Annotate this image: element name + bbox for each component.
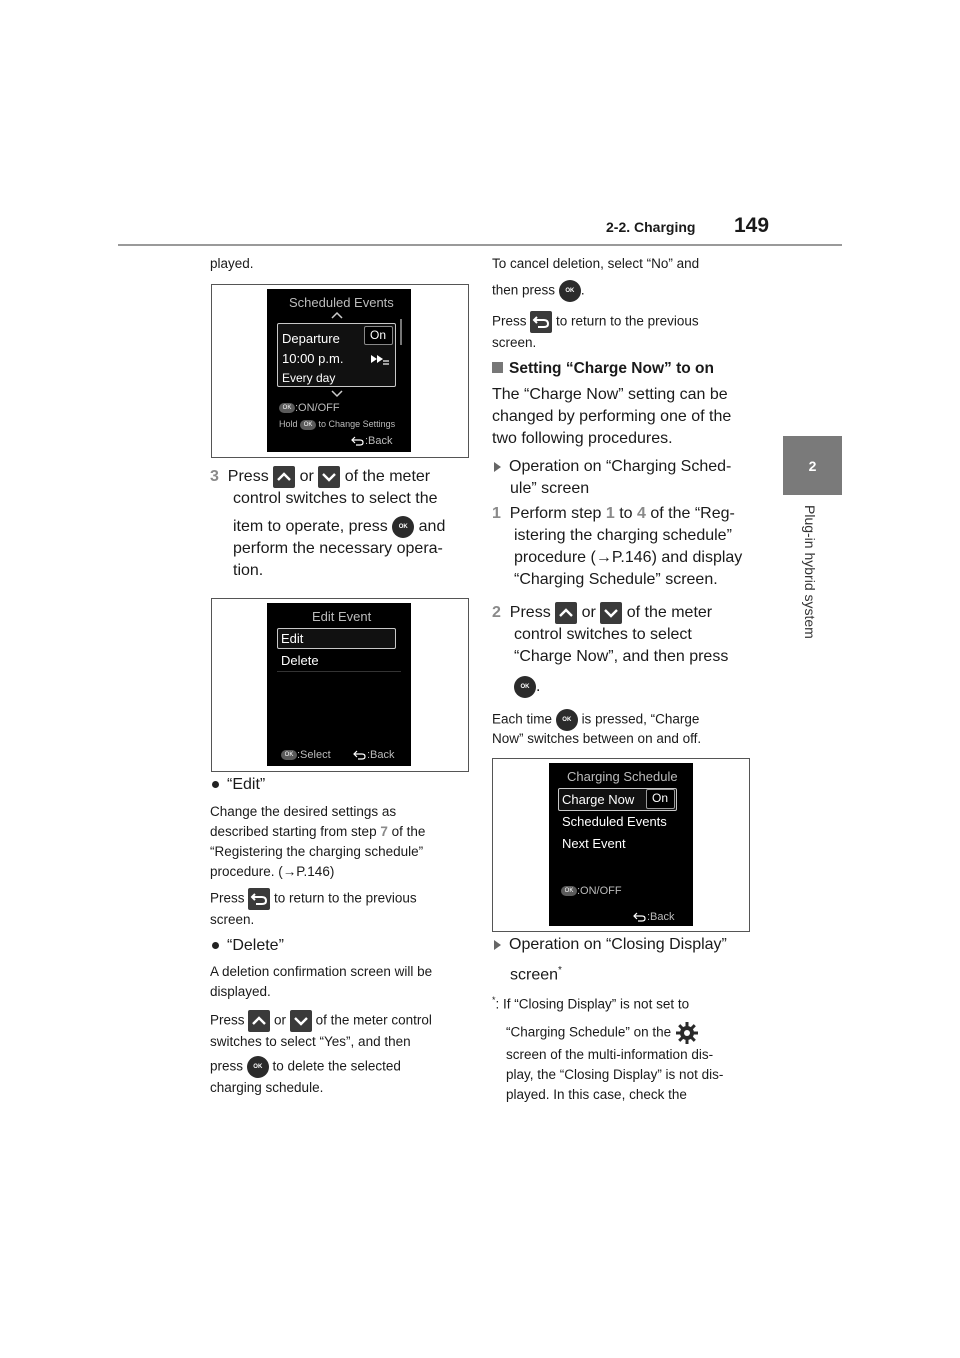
step-2 [492,602,754,698]
text-line: “Registering the charging schedule” [210,844,424,859]
step-number: 2 [492,604,501,622]
step-text: to [619,505,633,522]
step-text: item to operate, press [233,518,388,536]
operation-2 [494,934,754,986]
cancel-note [492,254,752,302]
step-text: of the meter [344,468,431,486]
step-text: Press [509,604,551,622]
intro-text: played. [210,256,254,271]
up-button-icon [248,1010,270,1032]
text-line: of the meter control [315,1012,432,1028]
screen-edit-event [267,603,411,766]
step-text: istering the charging schedule” [514,527,732,544]
intro-paragraph [492,384,752,450]
text-line: displayed. [210,984,271,999]
toggle-note [492,709,754,747]
hint-select: :Select [297,749,331,761]
row-charge-now-label: Charge Now [562,792,635,807]
section-heading [492,360,714,378]
step-text: of the “Reg- [650,505,735,522]
ok-button-icon: OK [247,1056,269,1078]
text-line: Press [210,1012,245,1028]
text-line: changed by performing one of the [492,408,732,425]
step-text: “Charge Now”, and then press [514,648,729,666]
bullet-edit [212,774,265,796]
charge-now-state: On [652,791,669,805]
event-repeat: Every day [282,371,336,385]
step-text: Press [227,468,269,486]
step-number: 1 [492,505,501,522]
text-line: charging schedule. [210,1080,324,1095]
text-line: : If “Closing Display” is not set to [495,996,690,1012]
page-reference: procedure (→P.146) and display [514,549,743,566]
arrow-bullet [494,462,501,472]
ok-icon: OK [561,886,577,896]
text-line: to return to the previous [274,890,417,906]
text-line: is pressed, “Charge [581,711,700,727]
down-button-icon [290,1010,312,1032]
step-text: perform the necessary opera- [233,540,443,558]
event-time: 10:00 p.m. [282,351,344,366]
section-title: 2-2. Charging [606,219,696,235]
ok-button-icon: OK [392,516,414,538]
heading-text: Setting “Charge Now” to on [509,360,714,377]
step-text: of the meter [626,604,713,622]
screen-scheduled-events [267,289,411,452]
text-line: Change the desired settings as [210,804,397,819]
step-text: “Charging Schedule” screen. [514,571,718,588]
bullet-label: “Edit” [227,776,266,793]
scroll-down-icon [330,390,344,398]
back-icon [633,912,647,922]
footnote-marker: * [492,995,496,1005]
text-line: screen. [210,912,255,927]
hint-onoff: :ON/OFF [577,885,622,897]
hint-hold: Hold [279,419,298,429]
bullet-label: “Delete” [227,937,284,954]
text-line: Press [210,890,245,906]
ok-button-icon: OK [514,676,536,698]
ok-icon: OK [279,403,295,413]
option-edit-label: Edit [281,631,304,646]
delete-instructions [210,1010,472,1098]
text-line: A deletion confirmation screen will be [210,964,433,979]
page-reference: procedure. (→P.146) [210,864,335,879]
text-line: to delete the selected [272,1058,401,1074]
row-next-event[interactable]: Next Event [562,836,626,851]
step-3 [210,466,470,582]
text-line: ule” screen [510,480,590,497]
hint-change-settings: to Change Settings [318,419,396,429]
step-1 [492,503,754,591]
back-note [492,311,752,353]
ok-button-icon: OK [559,280,581,302]
screen-title: Charging Schedule [567,769,678,784]
chapter-title: Plug-in hybrid system [802,505,818,639]
figure-edit-event [211,598,469,772]
hint-back: :Back [365,435,393,447]
arrow-bullet [494,940,501,950]
step-text: tion. [233,562,264,580]
step-ref: 7 [380,824,388,839]
gear-icon [675,1021,699,1045]
step-text: or [581,604,596,622]
text-line: screen of the multi-information dis- [506,1046,714,1062]
back-icon [351,436,365,446]
text-line: . [580,282,585,298]
figure-scheduled-events [211,284,469,458]
text-line: Press [492,313,527,329]
up-button-icon [555,602,577,624]
bullet-delete [212,935,284,957]
step-ref: 1 [605,505,615,522]
text-line: Each time [492,711,553,727]
step-text: and [418,518,446,536]
down-button-icon [600,602,622,624]
text-line: switches to select “Yes”, and then [210,1034,411,1049]
footnote-marker: * [558,965,562,976]
bullet-dot [212,781,219,788]
text-line: played. In this case, check the [506,1086,687,1102]
down-button-icon [318,466,340,488]
ok-button-icon: OK [556,709,578,731]
screen-title: Edit Event [312,609,372,624]
text-line: play, the “Closing Display” is not dis- [506,1066,724,1082]
header-divider [118,244,842,246]
text-line: two following procedures. [492,430,673,447]
chapter-tab: 2 [783,436,842,495]
step-ref: 4 [637,505,646,522]
up-button-icon [273,466,295,488]
footnote [492,990,754,1105]
event-name: Departure [282,331,340,346]
step-text: control switches to select [514,626,692,644]
back-button-icon [530,311,552,333]
text-line: Operation on “Charging Sched- [509,458,732,475]
step-text: or [299,468,314,486]
scrollbar[interactable] [400,319,402,345]
hint-back: :Back [647,911,675,923]
bullet-dot [212,942,219,949]
text-line: press [210,1058,244,1074]
screen-title: Scheduled Events [289,295,394,310]
text-line: then press [492,282,556,298]
row-scheduled-events[interactable]: Scheduled Events [562,814,667,829]
edit-description [210,802,470,882]
step-text: control switches to select the [233,490,438,508]
text-line: screen. [492,335,537,350]
delete-description [210,962,470,1002]
text-line: described starting from step [210,824,377,839]
event-state: On [370,328,387,342]
hint-back: :Back [367,749,395,761]
text-line: “Charging Schedule” on the [506,1024,672,1040]
divider [277,671,401,672]
square-bullet [492,362,503,373]
text-line: The “Charge Now” setting can be [492,386,728,403]
figure-charging-schedule [492,758,750,932]
step-text: . [536,678,541,696]
back-icon [353,750,367,760]
back-button-icon [248,888,270,910]
text-line: to return to the previous [556,313,699,329]
text-line: Now” switches between on and off. [492,731,702,746]
step-text: Perform step [509,505,602,522]
scroll-up-icon [330,311,344,319]
edit-back-note [210,888,470,930]
text-line: screen [510,966,559,984]
ok-icon: OK [300,420,316,430]
screen-charging-schedule [549,763,693,926]
text-line: To cancel deletion, select “No” and [492,256,700,271]
text-line: or [274,1012,287,1028]
text-line: of the [391,824,426,839]
hint-onoff: :ON/OFF [295,402,340,414]
ok-icon: OK [281,750,297,760]
plug-charge-icon [368,351,390,367]
operation-1 [494,456,754,500]
text-line: Operation on “Closing Display” [509,936,727,953]
page-number: 149 [734,214,770,237]
step-number: 3 [210,468,219,486]
option-delete-label: Delete [281,653,319,668]
